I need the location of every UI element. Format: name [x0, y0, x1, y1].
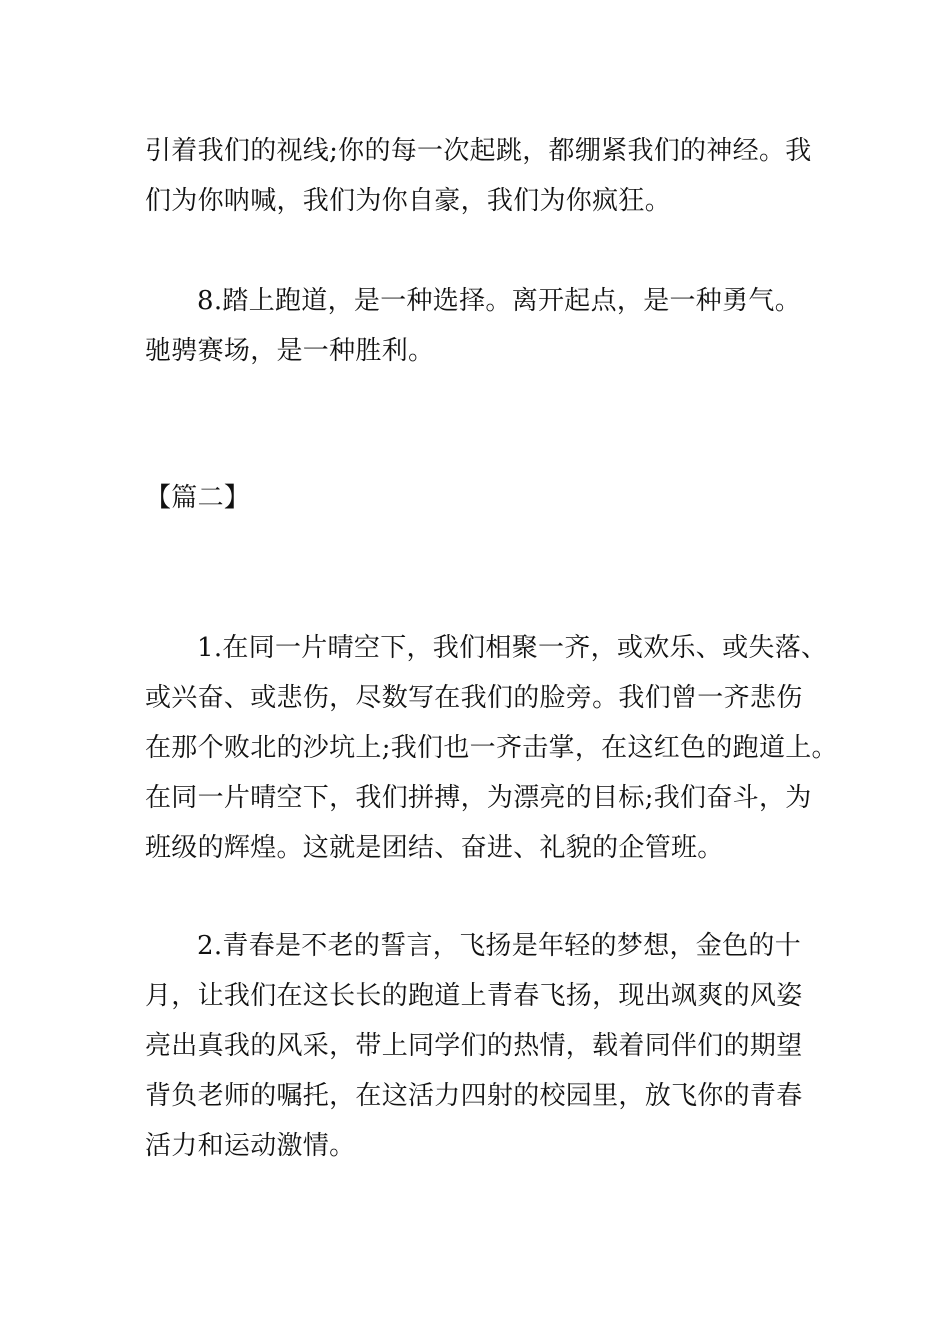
item-1-line-3: 在那个败北的沙坑上;我们也一齐击掌，在这红色的跑道上。 — [145, 733, 838, 763]
item-2-line-5: 活力和运动激情。 — [145, 1131, 356, 1161]
item-1-line-4: 在同一片晴空下，我们拼搏，为漂亮的目标;我们奋斗，为 — [145, 783, 812, 813]
item-2-line-1: 2.青春是不老的誓言，飞扬是年轻的梦想，金色的十 — [197, 931, 802, 961]
item-1-line-1: 1.在同一片晴空下，我们相聚一齐，或欢乐、或失落、 — [197, 633, 828, 663]
fragment-line-1: 引着我们的视线;你的每一次起跳，都绷紧我们的神经。我 — [145, 136, 812, 166]
item-2-line-3: 亮出真我的风采，带上同学们的热情，载着同伴们的期望 — [145, 1031, 803, 1061]
item-2-line-4: 背负老师的嘱托，在这活力四射的校园里，放飞你的青春 — [145, 1081, 803, 1111]
item-1-line-2: 或兴奋、或悲伤，尽数写在我们的脸旁。我们曾一齐悲伤 — [145, 683, 803, 713]
item-1-line-5: 班级的辉煌。这就是团结、奋进、礼貌的企管班。 — [145, 833, 724, 863]
section-heading: 【篇二】 — [145, 483, 251, 513]
item-2-line-2: 月，让我们在这长长的跑道上青春飞扬，现出飒爽的风姿 — [145, 981, 803, 1011]
item-8-line-2: 驰骋赛场，是一种胜利。 — [145, 336, 435, 366]
item-8-line-1: 8.踏上跑道，是一种选择。离开起点，是一种勇气。 — [197, 286, 802, 316]
fragment-line-2: 们为你呐喊，我们为你自豪，我们为你疯狂。 — [145, 186, 672, 216]
